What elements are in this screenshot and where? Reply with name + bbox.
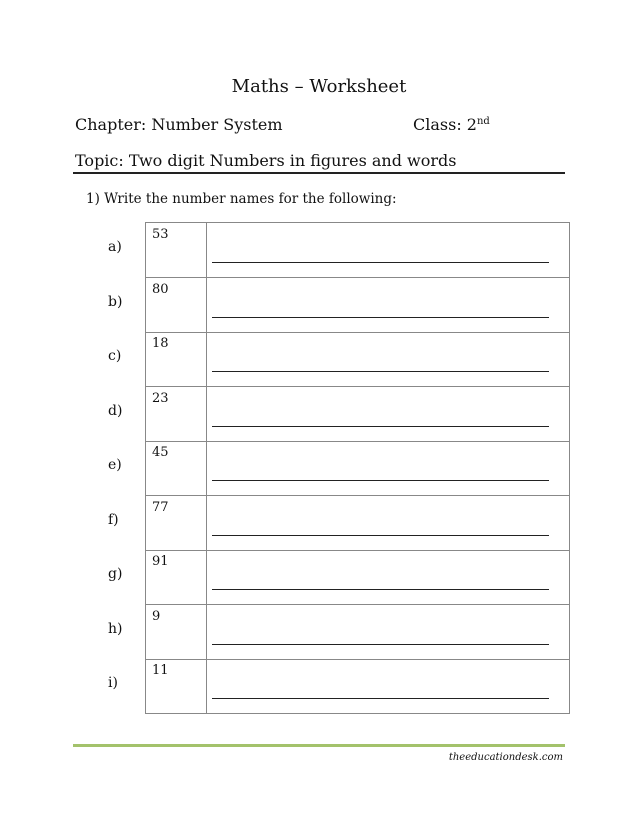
page-title: Maths – Worksheet	[231, 76, 407, 97]
footer-divider	[73, 744, 565, 747]
number-value: 18	[152, 336, 169, 351]
number-value: 80	[152, 281, 169, 297]
row-label: i)	[108, 675, 118, 691]
number-cell	[146, 496, 207, 550]
number-cell	[146, 332, 207, 386]
table-row	[108, 550, 569, 605]
class-superscript: nd	[476, 116, 490, 127]
row-label: d)	[108, 402, 123, 419]
table-row	[108, 605, 569, 660]
row-label: e)	[108, 457, 122, 473]
table-row	[108, 387, 569, 442]
row-label: h)	[108, 620, 123, 637]
number-cell	[146, 223, 207, 277]
answer-line[interactable]	[212, 698, 549, 699]
number-value: 9	[152, 608, 161, 624]
answer-table	[108, 222, 570, 714]
footer-site: theeducationdesk.com	[448, 752, 563, 763]
chapter-label: Chapter: Number System	[75, 115, 283, 134]
topic-label: Topic: Two digit Numbers in figures and words	[75, 151, 457, 170]
class-text: Class: 2	[413, 115, 477, 134]
answer-line[interactable]	[212, 317, 549, 318]
table-row	[108, 278, 569, 333]
row-label: g)	[108, 566, 123, 582]
topic-divider	[73, 172, 565, 174]
number-cell	[146, 659, 207, 713]
number-value: 23	[152, 390, 169, 406]
number-cell	[146, 441, 207, 495]
number-value: 45	[152, 445, 169, 460]
question-text: 1) Write the number names for the following:	[86, 191, 397, 207]
table-row	[108, 659, 569, 713]
class-label	[413, 115, 490, 134]
answer-line[interactable]	[212, 371, 549, 372]
number-cell	[146, 550, 207, 604]
answer-line[interactable]	[212, 262, 549, 263]
number-value: 11	[152, 663, 169, 678]
number-cell	[146, 387, 207, 441]
answer-line[interactable]	[212, 535, 549, 536]
row-label: a)	[108, 239, 122, 255]
table-row	[108, 496, 569, 551]
number-value: 91	[152, 554, 169, 569]
row-label: c)	[108, 348, 122, 364]
answer-line[interactable]	[212, 426, 549, 427]
answer-line[interactable]	[212, 480, 549, 481]
number-value: 53	[152, 227, 169, 242]
row-label: f)	[108, 511, 119, 528]
table-row	[108, 223, 569, 278]
row-label: b)	[108, 293, 123, 310]
table-row	[108, 332, 569, 387]
answer-line[interactable]	[212, 644, 549, 645]
number-value: 77	[152, 499, 169, 515]
table-row	[108, 441, 569, 496]
number-cell	[146, 278, 207, 332]
answer-line[interactable]	[212, 589, 549, 590]
number-cell	[146, 605, 207, 659]
